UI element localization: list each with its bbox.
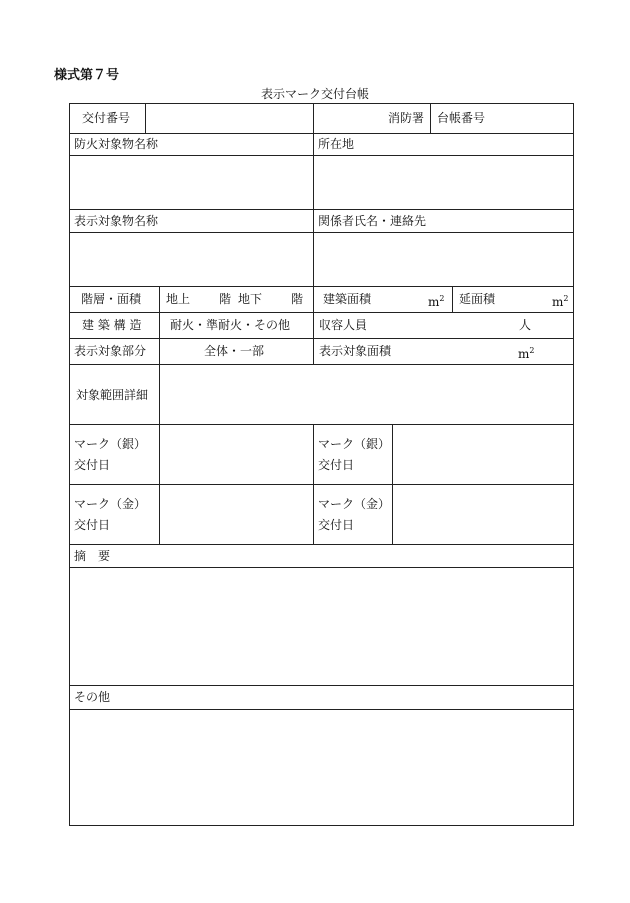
display-part-options: 全体・一部: [204, 344, 265, 358]
display-area-unit: $m^2$: [518, 346, 535, 361]
capacity-label: 収容人員: [319, 318, 368, 332]
total-floor-area-label: 延面積: [459, 292, 496, 306]
location-label: 所在地: [318, 137, 355, 151]
other-label: その他: [74, 690, 111, 704]
mark-gold-label-left: マーク（金）: [74, 497, 147, 511]
delivery-date-label-right-2: 交付日: [318, 518, 355, 532]
mark-silver-label-left: マーク（銀）: [74, 437, 147, 451]
fire-object-name-label: 防火対象物名称: [74, 137, 159, 151]
delivery-date-label-left: 交付日: [74, 458, 111, 472]
display-object-name-label: 表示対象物名称: [74, 214, 159, 228]
structure-label: 建 築 構 造: [82, 318, 142, 332]
remarks-label: 摘 要: [74, 549, 111, 563]
delivery-date-label-right: 交付日: [318, 458, 355, 472]
floors-area-label: 階層・面積: [81, 292, 142, 306]
delivery-number-label: 交付番号: [82, 111, 131, 125]
structure-options: 耐火・準耐火・その他: [170, 318, 291, 332]
above-ground-label: 地上: [166, 292, 191, 306]
party-contact-label: 関係者氏名・連絡先: [318, 214, 427, 228]
total-floor-area-unit: $m^2$: [552, 294, 569, 309]
floor-unit-below: 階: [291, 292, 304, 306]
scope-detail-label: 対象範囲詳細: [76, 388, 149, 402]
fire-station-label: 消防署: [388, 111, 425, 125]
floor-unit-above: 階: [219, 292, 232, 306]
building-area-unit: $m^2$: [428, 294, 445, 309]
capacity-unit: 人: [519, 318, 532, 332]
mark-gold-label-right: マーク（金）: [318, 497, 391, 511]
document-title: 表示マーク交付台帳: [260, 87, 369, 101]
display-area-label: 表示対象面積: [319, 344, 392, 358]
mark-silver-label-right: マーク（銀）: [318, 437, 391, 451]
ledger-number-label: 台帳番号: [437, 111, 486, 125]
display-part-label: 表示対象部分: [74, 344, 147, 358]
delivery-date-label-left-2: 交付日: [74, 518, 111, 532]
form-number: 様式第７号: [54, 68, 120, 83]
building-area-label: 建築面積: [323, 292, 372, 306]
below-ground-label: 地下: [238, 292, 263, 306]
